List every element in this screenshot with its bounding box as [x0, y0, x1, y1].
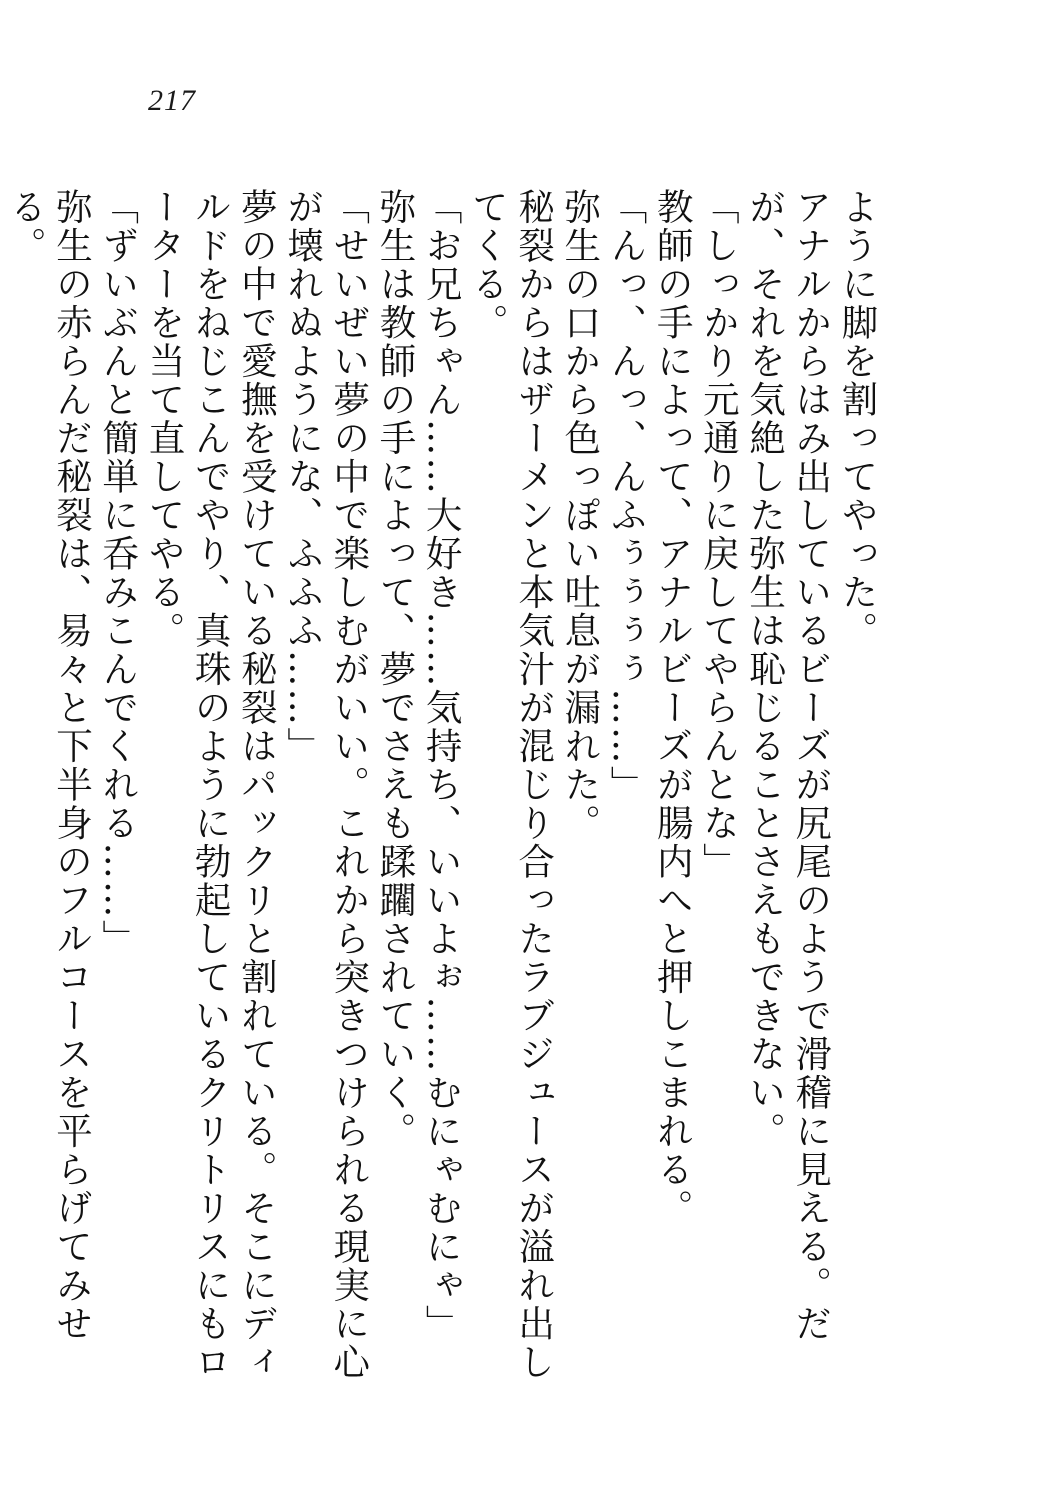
paragraph: ように脚を割ってやった。: [836, 188, 879, 650]
paragraph: 「お兄ちゃん……大好き……気持ち、いいよぉ……むにゃむにゃ」: [420, 188, 464, 1343]
page-number: 217: [148, 84, 196, 117]
paragraph: [0, 188, 2, 1388]
paragraph: 「ずいぶんと簡単に呑みこんでくれる……」: [96, 188, 140, 958]
paragraph: 「んっ、んっ、んふぅぅぅぅ……」: [604, 188, 648, 804]
body-text: [4, 188, 880, 1388]
paragraph: 教師の手によって、アナルビーズが腸内へと押しこまれる。: [651, 188, 695, 1228]
paragraph: 「せいぜい夢の中で楽しむがいい。これから突きつけられる現実に心が壊れぬようにな、ふふふ……」: [281, 188, 371, 1382]
paragraph: 夢の中で愛撫を受けている秘裂はパックリと割れている。そこにディルドをねじこんでやり、真珠のように勃起しているクリトリスにもローターを当て直してやる。: [142, 188, 279, 1382]
paragraph: 「しっかり元通りに戻してやらんとな」: [697, 188, 741, 881]
paragraph: 秘裂からはザーメンと本気汁が混じり合ったラブジュースが溢れ出してくる。: [466, 188, 556, 1382]
paragraph: 弥生の口から色っぽい吐息が漏れた。: [558, 188, 602, 843]
paragraph: 弥生は教師の手によって、夢でさえも蹂躙されていく。: [373, 188, 417, 1151]
paragraph: 弥生の赤らんだ秘裂は、易々と下半身のフルコースを平らげてみせる。: [4, 188, 94, 1343]
paragraph: アナルからはみ出しているビーズが尻尾のようで滑稽に見える。だが、それを気絶した弥生は恥じることさえもできない。: [743, 188, 833, 1343]
